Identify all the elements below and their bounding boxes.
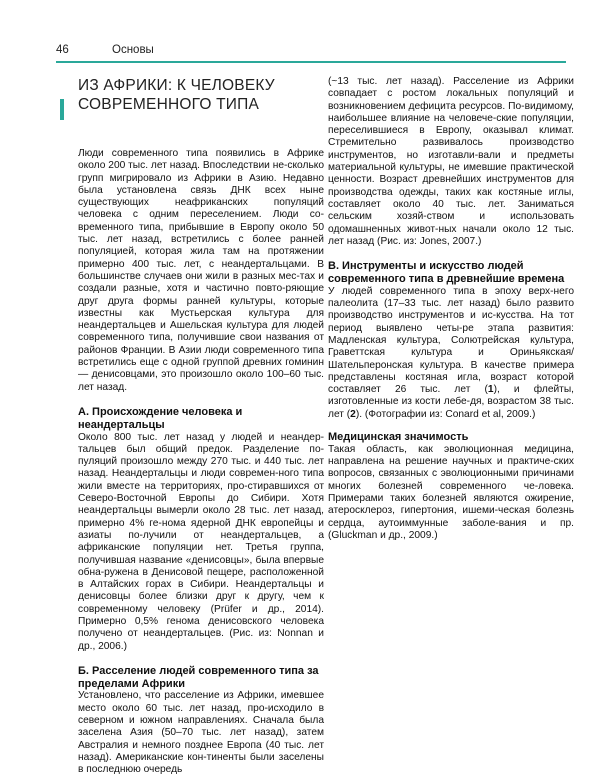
header-rule [56,61,566,63]
section-v-heading: В. Инструменты и искусство людей современного типа в древнейшие времена [328,260,565,285]
continuation-paragraph: (~13 тыс. лет назад). Расселение из Африки совпадает с ростом локальных популяций и возникновением дефицита ресурсов. По-видимому, наибольшее влияние на человече-ские популяции, переселившиеся в Европу, оказывал климат. Стремительно развивалось производство инструментов, но изготавли-вали и предметы материальной культуры, не имевшие практической ценности. Возраст древнейших инструментов для производства одежды, таких как костяные иглы, составляет около 40 тыс. лет. Заниматься сельским хозяй-ством и использовать одомашненных живот-ных начали около 12 тыс. лет назад (Рис. из: Jones, 2007.) [328,76,574,247]
title-accent-bar [60,99,64,120]
section-a-paragraph: Около 800 тыс. лет назад у людей и неандер-тальцев был общий предок. Разделение по-пуляций произошло между 270 тыс. и 440 тыс. лет назад. Неандертальцы и люди современ-ного типа жили вместе на территориях, про-стиравшихся от Северо-Восточной Европы до Сибири. Хотя неандертальцы вымерли около 28 тыс. лет назад, примерно 4% ге-нома ядерной ДНК европейцы и азиаты по-лучили от неандертальцев, а африканские популяции нет. Третья группа, получившая название «денисовцы», была впервые обна-ружена в Денисовой пещере, расположенной в Алтайских горах в Сибири. Неандертальцы и денисовцы более близки друг к другу, чем к современному человеку (Prüfer и др., 2014). Примерно 0,5% генома денисовского человека получено от неандертальцев. (Рис. из: Nonnan и др., 2006.) [78,431,324,652]
page-number: 46 [56,44,69,56]
medical-heading: Медицинская значимость [328,431,469,444]
page-header [56,44,566,62]
intro-paragraph: Люди современного типа появились в Африке около 200 тыс. лет назад. Впоследствии не-сколько групп мигрировало из Африки в Азию. Недавно была установлена связь ДНК всех ныне существующих неафриканских популяций человека с одним переселением. Люди со-временного типа, прибывшие в Европу около 50 тыс. лет назад, встретились с более ранней популяцией, которая жила там на протяжении примерно 400 тыс. лет, с неандертальцами. В большинстве случаев они жили в разных мес-тах и создали разные, хотя и частично повто-ряющие друг друга формы ранней культуры, которые известны как Мустьерская культура для неандертальцев и Ашельская культура для людей современного типа, получившие свои названия от районов Франции. В Азии люди современного типа встретились еще с одной группой древних гоминин — денисовцами, это произошло около 100–60 тыс. лет назад. [78,148,324,393]
figure-ref-1: 1 [487,384,494,396]
chapter-title: ИЗ АФРИКИ: К ЧЕЛОВЕКУ СОВРЕМЕННОГО ТИПА [78,77,275,113]
section-a-heading: А. Происхождение человека и неандертальцы [78,405,243,431]
section-v-text-1: У людей современного типа в эпоху верх-него палеолита (17–33 тыс. лет назад) было развито производство инструментов и ис-кусства. На тот период выявлено четы-ре этапа развития: Мадленская культура, Солютрейская культура, Граветтская культура и Ориньякская/Шательперонская культура. В качестве примера представлены костяная игла, возраст которой составляет 26 тыс. лет ( [328,285,574,396]
figure-ref-2: 2 [350,408,356,420]
section-v-paragraph [328,286,574,421]
left-column [78,76,324,777]
section-b-paragraph: Установлено, что расселение из Африки, имевшее место около 60 тыс. лет назад, про-исходило в северном и южном направлениях. Сначала была заселена Азия (50–70 тыс. лет назад), затем Австралия и немного позднее Европа (40 тыс. лет назад). Американские кон-тиненты были заселены в последнюю очередь [78,690,324,776]
medical-paragraph: Такая область, как эволюционная медицина, направлена на решение научных и практиче-ских вопросов, связанных с эволюционными причинами многих болезней современного че-ловека. Примерами таких болезней являются ожирение, атеросклероз, гипертония, ишеми-ческая болезнь сердца, аутоиммунные заболе-вания и пр. (Gluckman и др., 2009.) [328,443,574,541]
right-column [328,76,574,542]
section-b-heading: Б. Расселение людей современного типа за пределами Африки [78,664,319,690]
section-v-text-3: ). (Фотографии из: Conard et al, 2009.) [355,408,536,420]
running-header-section: Основы [112,44,154,56]
section-v-text-2: ), и флейты, изготовленные из кости лебе-дя, возрастом 38 тыс. лет ( [328,384,574,420]
